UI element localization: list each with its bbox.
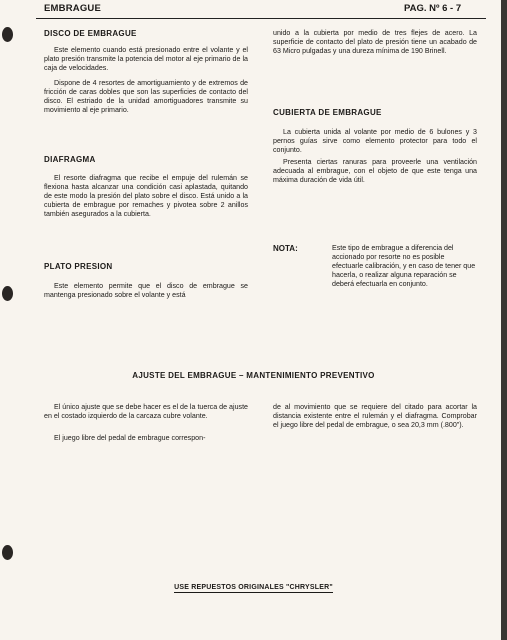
plato-continuation: unido a la cubierta por medio de tres flejes de acero. La superficie de contacto del plato de presión tiene un acabado de 63 Micro pulgadas y una dureza mínima de 190 Brinell. [273,29,477,55]
binder-hole-bottom [2,545,13,560]
footer-note [0,584,507,591]
header-rule [36,18,486,19]
diafragma-paragraph: El resorte diafragma que recibe el empuje del rulemán se flexiona hasta alcanzar una condición casi aplastada, quitando de este modo la presión del plato sobre el disco. Está unido a la cubierta de embrague por remaches y pivotea sobre 2 anillos también asegurados a la cubierta. [44,174,248,218]
nota-label: NOTA: [273,244,298,253]
ajuste-left-paragraph-2: El juego libre del pedal de embrague correspon- [54,434,206,442]
page-edge-shadow [501,0,507,640]
binder-hole-middle [2,286,13,301]
footer-text: USE REPUESTOS ORIGINALES "CHRYSLER" [174,584,333,591]
header-page-number: PAG. Nº 6 - 7 [404,3,462,14]
nota-text: Este tipo de embrague a diferencia del accionado por resorte no es posible efectuarle calibración, y en caso de tener que hacerla, o realizar alguna reparación se deberá efectuarla en conjunto. [332,244,476,288]
cubierta-paragraph-1: La cubierta unida al volante por medio de 6 bulones y 3 pernos guías sirve como elemento protector para todo el conjunto. [273,128,477,154]
cubierta-paragraph-2: Presenta ciertas ranuras para proveerle una ventilación adecuada al embrague, con el objeto de que este tenga una máxima duración de vida útil. [273,158,477,184]
heading-plato-presion: PLATO PRESION [44,262,113,271]
ajuste-right-paragraph: de al movimiento que se requiere del citado para acortar la distancia existente entre el rulemán y el diafragma. Comprobar el juego libre del pedal de embrague, o sea 20,3 mm (.800"). [273,403,477,429]
heading-diafragma: DIAFRAGMA [44,155,96,164]
heading-ajuste: AJUSTE DEL EMBRAGUE – MANTENIMIENTO PREVENTIVO [132,371,375,380]
heading-cubierta: CUBIERTA DE EMBRAGUE [273,108,382,117]
plato-paragraph: Este elemento permite que el disco de embrague se mantenga presionado sobre el volante y está [44,282,248,299]
disco-paragraph-2: Dispone de 4 resortes de amortiguamiento y de extremos de fricción de caras dobles que son las superficies de contacto del disco. El estriado de la unidad amortiguadores transmite su movimiento al eje primario. [44,79,248,114]
disco-paragraph-1: Este elemento cuando está presionado entre el volante y el plato presión transmite la potencia del motor al eje primario de la caja de velocidades. [44,46,248,72]
ajuste-left-paragraph-1: El único ajuste que se debe hacer es el de la tuerca de ajuste en el costado izquierdo de la carcaza cubre volante. [44,403,248,420]
binder-hole-top [2,27,13,42]
header-title: EMBRAGUE [44,3,102,14]
heading-disco: DISCO DE EMBRAGUE [44,29,137,38]
